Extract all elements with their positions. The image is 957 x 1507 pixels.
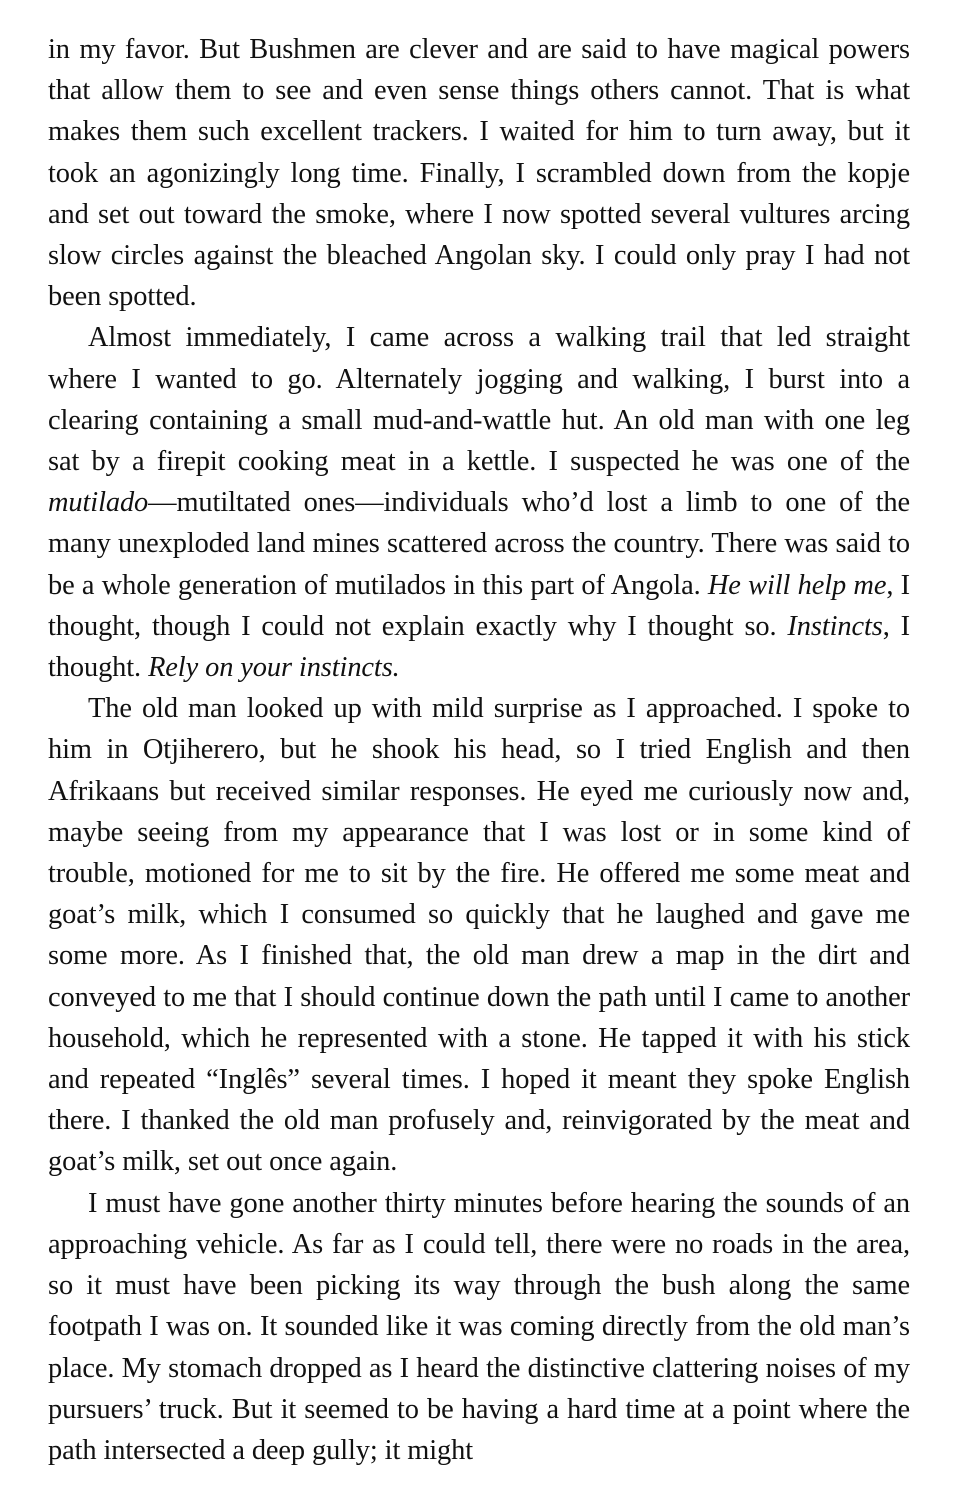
paragraph-3 (48, 688, 910, 1182)
text-run: , I thought, though I could not explain exactly why I thought so. (48, 569, 910, 642)
italic-run: He will help me (707, 569, 887, 601)
text-run: , I thought. (48, 610, 910, 684)
text-run: Almost immediately, I came across a walking trail that led straight where I wanted to go. Alternately jogging and walking, I burst into a clearing containing a small mud-and-wattle hut. An old man with one leg sat by a firepit cooking meat in a kettle. I suspected he was one of the (48, 322, 910, 478)
text-run: I must have gone another thirty minutes before hearing the sounds of an approaching vehicle. As far as I could tell, there were no roads in the area, so it must have been picking its way through the bush along the same footpath I was on. It sounded like it was coming directly from the old man’s place. My stomach dropped as I heard the distinctive clattering noises of my pursuers’ truck. But it seemed to be having a hard time at a point where the path intersected a deep gully; it might (48, 1187, 910, 1466)
italic-run: Rely on your instincts. (148, 652, 400, 684)
italic-run: Instincts (787, 610, 883, 642)
italic-run: mutilado (48, 487, 149, 519)
paragraph-2 (48, 317, 910, 688)
text-run: The old man looked up with mild surprise as I approached. I spoke to him in Otjiherero, but he shook his head, so I tried English and then Afrikaans but received similar responses. He eyed me curiously now and, maybe seeing from my appearance that I was lost or in some kind of trouble, motioned for me to sit by the fire. He offered me some meat and goat’s milk, which I consumed so quickly that he laughed and gave me some more. As I finished that, the old man drew a map in the dirt and conveyed to me that I should continue down the path until I came to another household, which he represented with a stone. He tapped it with his stick and repeated “Inglês” several times. I hoped it meant they spoke English there. I thanked the old man profusely and, reinvigorated by the meat and goat’s milk, set out once again. (48, 693, 910, 1178)
paragraph-1 (48, 29, 910, 317)
paragraph-4 (48, 1183, 910, 1471)
text-run: —mutiltated ones—individuals who’d lost a limb to one of the many unexploded land mines scattered across the country. There was said to be a whole generation of mutilados in this part of Angola. (48, 487, 910, 601)
book-page-body (48, 29, 910, 1471)
text-run: in my favor. But Bushmen are clever and are said to have magical powers that allow them to see and even sense things others cannot. That is what makes them such excellent trackers. I waited for him to turn away, but it took an agonizingly long time. Finally, I scrambled down from the kopje and set out toward the smoke, where I now spotted several vultures arcing slow circles against the bleached Angolan sky. I could only pray I had not been spotted. (48, 34, 910, 313)
